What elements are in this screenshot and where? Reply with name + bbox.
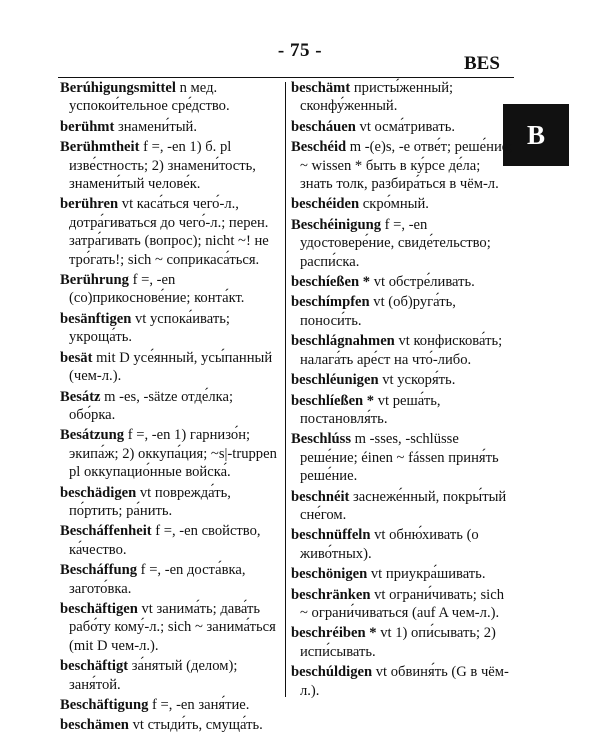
left-column xyxy=(60,79,278,737)
dictionary-entry xyxy=(291,392,513,429)
definition: vt реша́ть, постановля́ть. xyxy=(300,392,441,427)
headword: beschämt xyxy=(291,80,351,96)
dictionary-entry xyxy=(60,696,278,714)
dictionary-entry xyxy=(291,430,513,485)
definition: m -(e)s, -e отве́т; реше́ние; ~ wissen * быть в ку́рсе де́ла; знать толк, разбира́ться в чём-л. xyxy=(300,139,513,193)
dictionary-entry xyxy=(60,349,278,386)
dictionary-entry xyxy=(291,332,513,369)
page-number: - 75 - xyxy=(277,40,323,61)
dictionary-entry xyxy=(60,195,278,269)
headword: beschíeßen * xyxy=(291,274,371,291)
headword: Berührung xyxy=(60,272,129,289)
definition: vt обстре́ливать. xyxy=(370,274,475,291)
dictionary-entry xyxy=(291,488,513,525)
headword: Besátzung xyxy=(60,427,125,444)
definition: n мед. успокои́тельное сре́дство. xyxy=(69,80,230,115)
dictionary-entry xyxy=(291,216,513,271)
definition: за́нятый (делом); заня́той. xyxy=(69,658,238,693)
headword: besänftigen xyxy=(60,310,132,327)
dictionary-entry xyxy=(60,716,278,734)
headword: Beschéid xyxy=(291,139,347,156)
dictionary-entry xyxy=(60,522,278,559)
headword: beschönigen xyxy=(291,566,368,583)
definition: f =, -en заня́тие. xyxy=(148,697,250,713)
column-divider xyxy=(285,82,286,697)
dictionary-entry xyxy=(60,484,278,521)
definition: f =, -en (со)прикоснове́ние; конта́кт. xyxy=(69,272,245,307)
dictionary-entry xyxy=(291,293,513,330)
dictionary-entry xyxy=(60,600,278,655)
headword: Beschéinigung xyxy=(291,216,382,233)
definition: заснеже́нный, покры́тый сне́гом. xyxy=(300,488,507,523)
headword: besät xyxy=(60,349,93,366)
dictionary-entry xyxy=(291,79,513,116)
headword: beschlágnahmen xyxy=(291,333,395,350)
definition: m -sses, -schlüsse реше́ние; éinen ~ fássen приня́ть реше́ние. xyxy=(300,431,499,485)
headword: Beschlúss xyxy=(291,431,352,448)
dictionary-entry xyxy=(291,565,513,583)
headword: beschlíeßen * xyxy=(291,392,375,409)
definition: vt осма́тривать. xyxy=(355,118,456,135)
headword: berühmt xyxy=(60,118,115,135)
headword: beschnüffeln xyxy=(291,527,371,544)
dictionary-entry xyxy=(291,138,513,193)
dictionary-entry xyxy=(291,624,513,661)
definition: vt ускоря́ть. xyxy=(378,372,456,389)
headword: Bescháffenheit xyxy=(60,523,152,540)
headword: beschéiden xyxy=(291,196,360,213)
dictionary-entry xyxy=(60,271,278,308)
thumb-index-tab: B xyxy=(503,104,569,166)
running-head: BES xyxy=(464,53,500,74)
dictionary-entry xyxy=(291,118,513,136)
dictionary-entry xyxy=(60,138,278,193)
definition: vt приукра́шивать. xyxy=(367,566,486,583)
definition: скро́мный. xyxy=(359,196,429,213)
definition: vt (об)руга́ть, поноси́ть. xyxy=(300,294,456,329)
definition: vt конфискова́ть; налага́ть аре́ст на что́-либо. xyxy=(300,333,503,368)
definition: f =, -en свойство, ка́чество. xyxy=(69,523,261,558)
definition: mit D усе́янный, усы́панный (чем-л.). xyxy=(69,349,273,385)
headword: Berúhigungsmittel xyxy=(60,80,176,96)
dictionary-entry xyxy=(291,526,513,563)
headword: bescháuen xyxy=(291,118,356,135)
definition: vt обвиня́ть (G в чём-л.). xyxy=(300,664,509,699)
headword: Beschäftigung xyxy=(60,697,149,713)
headword: beschäftigen xyxy=(60,600,138,617)
headword: Besátz xyxy=(60,388,101,405)
dictionary-entry xyxy=(291,663,513,700)
dictionary-entry xyxy=(291,586,513,623)
definition: vt занима́ть; дава́ть рабо́ту кому́-л.; sich ~ занима́ться (mit D чем-л.). xyxy=(69,600,276,654)
definition: vt ограни́чивать; sich ~ ограни́чиваться (auf A чем-л.). xyxy=(300,586,504,621)
header-rule xyxy=(58,77,514,78)
headword: beschämen xyxy=(60,717,129,734)
definition: m -es, -sätze отде́лка; обо́рка. xyxy=(69,388,234,423)
definition: vt поврежда́ть, по́ртить; ра́нить. xyxy=(69,484,231,519)
headword: berühren xyxy=(60,196,119,213)
headword: beschréiben * xyxy=(291,625,377,642)
dictionary-entry xyxy=(60,657,278,694)
dictionary-entry xyxy=(291,195,513,213)
definition: vt успока́ивать; укроща́ть. xyxy=(69,310,230,346)
headword: beschnéit xyxy=(291,488,350,505)
dictionary-entry xyxy=(60,79,278,116)
definition: присты́женный; сконфу́женный. xyxy=(300,80,454,115)
definition: vt стыди́ть, смуща́ть. xyxy=(128,717,263,734)
definition: vt обню́хивать (о живо́тных). xyxy=(300,527,479,562)
headword: Bescháffung xyxy=(60,562,138,579)
headword: Berühmtheit xyxy=(60,139,140,156)
definition: vt каса́ться чего́-л., дотра́гиваться до чего́-л.; перен. затра́гивать (вопрос); nicht ~! не тро́гать!; sich ~ соприкаса́ться. xyxy=(69,196,269,268)
definition: f =, -en удостовере́ние, свиде́тельство; распи́ска. xyxy=(300,216,491,270)
definition: f =, -en 1) гарнизо́н; экипа́ж; 2) оккупа́ция; ~s|-truppen pl оккупацио́нные войска́. xyxy=(69,427,277,481)
right-column xyxy=(291,79,513,702)
dictionary-entry xyxy=(60,118,278,136)
definition: f =, -en 1) б. pl изве́стность; 2) знамени́тость, знамени́тый челове́к. xyxy=(69,139,256,193)
dictionary-entry xyxy=(291,273,513,291)
headword: beschränken xyxy=(291,586,371,603)
dictionary-entry xyxy=(291,371,513,389)
dictionary-entry xyxy=(60,426,278,481)
definition: vt 1) опи́сывать; 2) испи́сывать. xyxy=(300,625,496,660)
headword: beschúldigen xyxy=(291,664,373,681)
headword: beschléunigen xyxy=(291,372,379,389)
headword: beschímpfen xyxy=(291,294,370,311)
dictionary-entry xyxy=(60,561,278,598)
dictionary-entry xyxy=(60,310,278,347)
headword: beschäftigt xyxy=(60,658,129,675)
definition: f =, -en доста́вка, загото́вка. xyxy=(69,562,246,597)
definition: знамени́тый. xyxy=(114,118,198,135)
headword: beschädigen xyxy=(60,484,137,501)
dictionary-entry xyxy=(60,388,278,425)
